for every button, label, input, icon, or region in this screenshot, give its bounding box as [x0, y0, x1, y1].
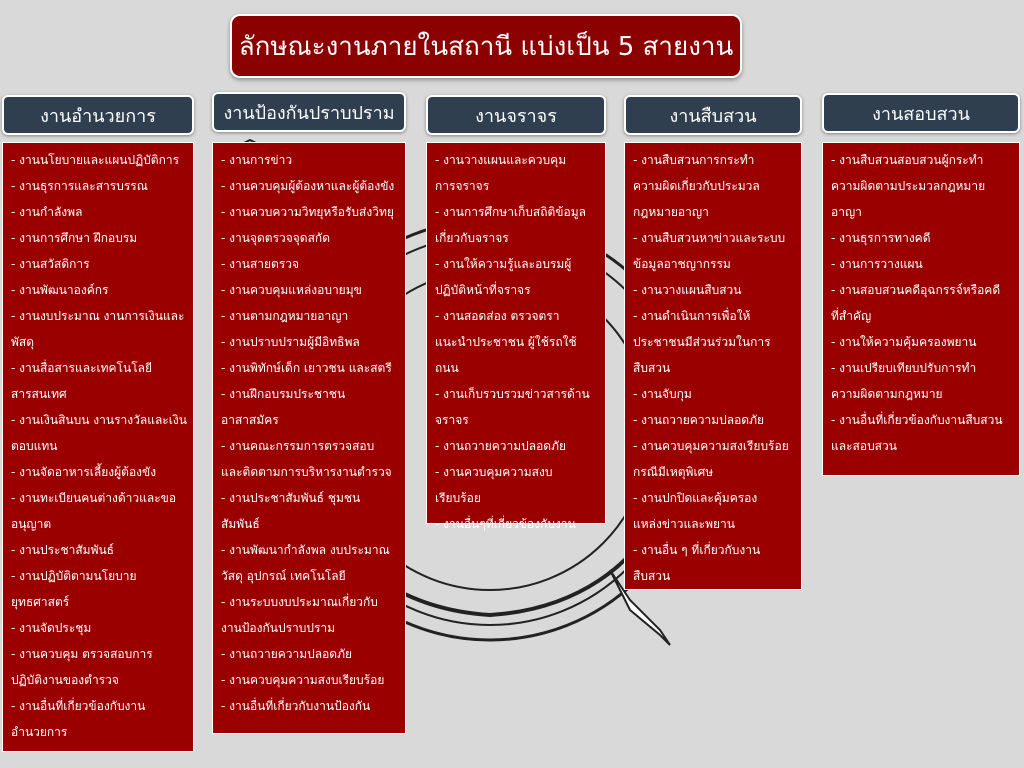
column-list-investigation — [624, 142, 802, 590]
list-item: - งานให้ความคุ้มครองพยาน — [831, 335, 977, 349]
column-header-investigation: งานสืบสวน — [624, 95, 802, 135]
list-item: - งานสอดส่อง ตรวจตรา แนะนำประชาชน ผู้ใช้รถใช้ถนน — [435, 309, 577, 375]
list-item: - งานคณะกรรมการตรวจสอบ และติดตามการบริหารงานตำรวจ — [221, 439, 392, 479]
list-item: - งานอื่นที่เกี่ยวข้องกับงาน อำนวยการ — [11, 699, 146, 739]
list-item: - งานให้ความรู้และอบรมผู้ ปฏิบัติหน้าที่จราจร — [435, 257, 572, 297]
column-list-traffic — [426, 142, 606, 531]
list-item: - งานสายตรวจ — [221, 257, 300, 271]
list-item: - งานสื่อสารและเทคโนโลยี สารสนเทศ — [11, 361, 153, 401]
list-item: - งานพัฒนาองค์กร — [11, 283, 109, 297]
list-item: - งานประชาสัมพันธ์ ชุมชน สัมพันธ์ — [221, 491, 361, 531]
list-item: - งานจุดตรวจจุดสกัด — [221, 231, 330, 245]
column-list-crime-prevention — [212, 142, 406, 734]
column-list-inquiry — [822, 142, 1020, 476]
list-item: - งานอื่นๆที่เกี่ยวข้องกับงาน — [435, 517, 576, 531]
list-item: - งานสวัสดิการ — [11, 257, 90, 271]
list-item: - งานจับกุม — [633, 387, 692, 401]
list-item: - งานปราบปรามผู้มีอิทธิพล — [221, 335, 360, 349]
list-item: - งานถวายความปลอดภัย — [435, 439, 567, 453]
list-item: - งานการวางแผน — [831, 257, 923, 271]
list-item: - งานควบคุมความสงบเรียบร้อย — [221, 673, 385, 687]
list-item: - งานถวายความปลอดภัย — [221, 647, 353, 661]
list-item: - งานถวายความปลอดภัย — [633, 413, 765, 427]
list-item: - งานปกปิดและคุ้มครอง แหล่งข่าวและพยาน — [633, 491, 758, 531]
column-list-administration — [2, 142, 194, 752]
list-item: - งานอื่นที่เกี่ยวข้องกับงานสืบสวน และสอบสวน — [831, 413, 1003, 453]
list-item: - งานจัดอาหารเลี้ยงผู้ต้องขัง — [11, 465, 157, 479]
list-item: - งานธุรการทางคดี — [831, 231, 931, 245]
list-item: - งานฝึกอบรมประชาชน อาสาสมัคร — [221, 387, 346, 427]
list-item: - งานควบคุมความสงบ เรียบร้อย — [435, 465, 553, 505]
list-item: - งานจัดประชุม — [11, 621, 92, 635]
list-item: - งานอื่น ๆ ที่เกี่ยวกับงาน สืบสวน — [633, 543, 761, 583]
list-item: - งานวางแผนและควบคุม การจราจร — [435, 153, 567, 193]
list-item: - งานธุรการและสารบรรณ — [11, 179, 148, 193]
list-item: - งานอื่นที่เกี่ยวกับงานป้องกัน — [221, 699, 371, 713]
list-item: - งานนโยบายและแผนปฏิบัติการ — [11, 153, 180, 167]
list-item: - งานดำเนินการเพื่อให้ ประชาชนมีส่วนร่วมในการ สืบสวน — [633, 309, 771, 375]
column-header-crime-prevention: งานป้องกันปราบปราม — [212, 92, 406, 132]
list-item: - งานเงินสินบน งานรางวัลและเงิน ตอบแทน — [11, 413, 187, 453]
list-item: - งานงบประมาณ งานการเงินและ พัสดุ — [11, 309, 185, 349]
column-header-administration: งานอำนวยการ — [2, 95, 194, 135]
list-item: - งานประชาสัมพันธ์ — [11, 543, 115, 557]
list-item: - งานการข่าว — [221, 153, 293, 167]
list-item: - งานวางแผนสืบสวน — [633, 283, 742, 297]
column-header-traffic: งานจราจร — [426, 95, 606, 135]
list-item: - งานควบคุมผู้ต้องหาและผู้ต้องขัง — [221, 179, 395, 193]
list-item: - งานสอบสวนคดีอุฉกรรจ์หรือคดี ที่สำคัญ — [831, 283, 1001, 323]
column-header-inquiry: งานสอบสวน — [822, 93, 1020, 133]
list-item: - งานพิทักษ์เด็ก เยาวชน และสตรี — [221, 361, 392, 375]
list-item: - งานสืบสวนหาข่าวและระบบ ข้อมูลอาชญากรรม — [633, 231, 786, 271]
list-item: - งานระบบงบประมาณเกี่ยวกับ งานป้องกันปราบปราม — [221, 595, 378, 635]
list-item: - งานเปรียบเทียบปรับการทำ ความผิดตามกฎหมาย — [831, 361, 977, 401]
list-item: - งานการศึกษาเก็บสถิติข้อมูล เกี่ยวกับจราจร — [435, 205, 586, 245]
list-item: - งานสืบสวนสอบสวนผู้กระทำ ความผิดตามประมวลกฎหมาย อาญา — [831, 153, 986, 219]
list-item: - งานสืบสวนการกระทำ ความผิดเกี่ยวกับประมวล กฎหมายอาญา — [633, 153, 760, 219]
list-item: - งานควบคุม ตรวจสอบการ ปฏิบัติงานของตำรวจ — [11, 647, 153, 687]
list-item: - งานตามกฎหมายอาญา — [221, 309, 349, 323]
list-item: - งานควบความวิทยุหรือรับส่งวิทยุ — [221, 205, 394, 219]
list-item: - งานการศึกษา ฝึกอบรม — [11, 231, 138, 245]
list-item: - งานปฏิบัติตามนโยบาย ยุทธศาสตร์ — [11, 569, 137, 609]
list-item: - งานเก็บรวบรวมข่าวสารด้าน จราจร — [435, 387, 590, 427]
list-item: - งานพัฒนากำลังพล งบประมาณ วัสดุ อุปกรณ์ เทคโนโลยี — [221, 543, 390, 583]
list-item: - งานควบคุมแหล่งอบายมุข — [221, 283, 362, 297]
list-item: - งานกำลังพล — [11, 205, 83, 219]
list-item: - งานทะเบียนคนต่างด้าวและขอ อนุญาต — [11, 491, 177, 531]
list-item: - งานควบคุมความสงเรียบร้อย กรณีมีเหตุพิเศษ — [633, 439, 789, 479]
page-title: ลักษณะงานภายในสถานี แบ่งเป็น 5 สายงาน — [230, 14, 742, 78]
